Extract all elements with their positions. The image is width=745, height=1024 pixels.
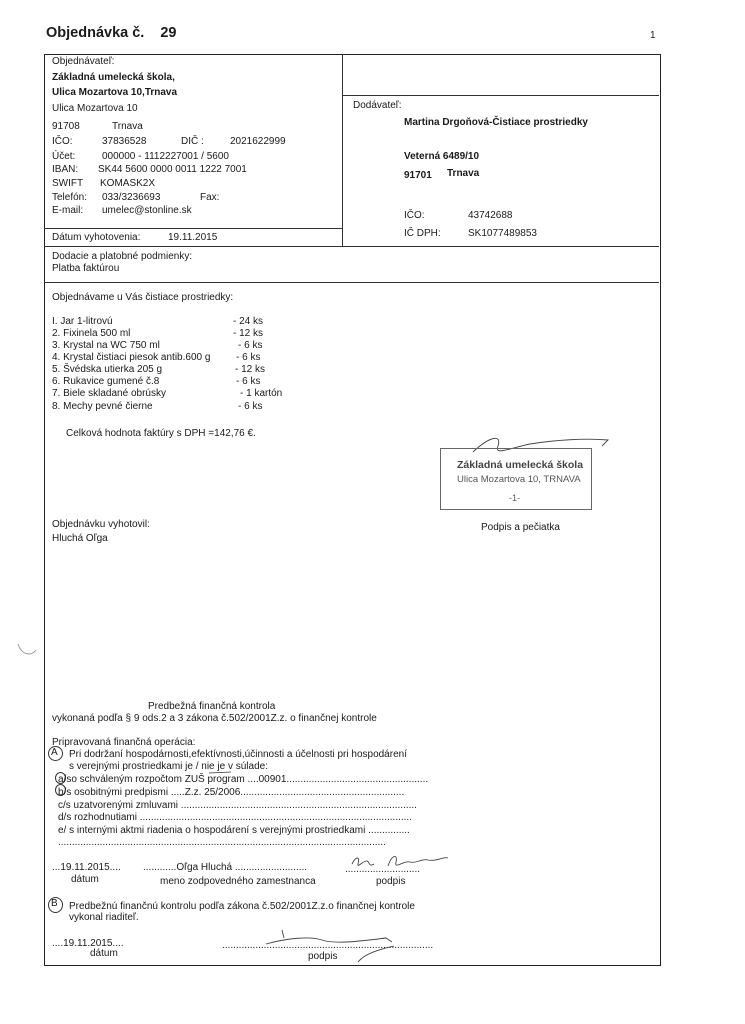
supplier-name: Martina Drgoňová-Čistiace prostriedky: [404, 117, 588, 128]
orderer-ico-label: IČO:: [52, 136, 73, 147]
option-b-line2: vykonal riaditeľ.: [69, 912, 139, 923]
order-total: Celková hodnota faktúry s DPH =142,76 €.: [66, 428, 256, 439]
option-b-letter: B: [51, 898, 58, 909]
divider-supplier-top: [342, 95, 659, 96]
order-intro: Objednávame u Vás čistiace prostriedky:: [52, 292, 234, 303]
label-podpis-b: podpis: [308, 951, 338, 962]
item-qty: - 12 ks: [235, 364, 266, 375]
label-podpis: podpis: [376, 876, 406, 887]
item-qty: - 6 ks: [238, 340, 263, 351]
label-datum: dátum: [71, 874, 99, 885]
item-qty: - 6 ks: [238, 401, 263, 412]
orderer-zip: 91708: [52, 121, 80, 132]
control-subtitle: vykonaná podľa § 9 ods.2 a 3 zákona č.502/2001Z.z. o finančnej kontrole: [52, 713, 377, 724]
issuer-label: Objednávku vyhotovil:: [52, 519, 150, 530]
orderer-phone: 033/3236693: [102, 192, 161, 203]
option-b-date: ....19.11.2015....: [52, 938, 124, 949]
orderer-ico: 37836528: [102, 136, 147, 147]
item-name: I. Jar 1-litrovú: [52, 316, 113, 327]
item-name: 7. Biele skladané obrúsky: [52, 388, 166, 399]
punch-hole-mark: [16, 640, 38, 660]
title-text: Objednávka č.: [46, 25, 145, 41]
item-qty: - 1 kartón: [240, 388, 283, 399]
orderer-dic-label: DIČ :: [181, 136, 204, 147]
orderer-name-line1: Základná umelecká škola,: [52, 72, 175, 83]
orderer-fax-label: Fax:: [200, 192, 220, 203]
supplier-ico: 43742688: [468, 210, 513, 221]
supplier-ico-label: IČO:: [404, 210, 425, 221]
item-name: 2. Fixinela 500 ml: [52, 328, 131, 339]
school-stamp: [440, 448, 592, 510]
orderer-account: 000000 - 1112227001 / 5600: [102, 151, 229, 162]
terms-value: Platba faktúrou: [52, 263, 120, 274]
column-divider: [342, 54, 343, 246]
page-number: 1: [650, 30, 656, 41]
orderer-iban-label: IBAN:: [52, 164, 79, 175]
check-item: d/s rozhodnutiami ..................................................................................................: [58, 812, 412, 823]
orderer-phone-label: Telefón:: [52, 192, 88, 203]
supplier-street: Veterná 6489/10: [404, 151, 480, 162]
supplier-icdph-label: IČ DPH:: [404, 228, 441, 239]
option-b-line1: Predbežnú finančnú kontrolu podľa zákona č.502/2001Z.z.o finančnej kontrole: [69, 901, 415, 912]
orderer-email: umelec@stonline.sk: [102, 205, 192, 216]
label-datum-b: dátum: [90, 948, 118, 959]
divider-header-bottom: [44, 246, 659, 247]
control-prep: Pripravovaná finančná operácia:: [52, 737, 196, 748]
document-title: [46, 25, 177, 42]
orderer-iban: SK44 5600 0000 0011 1222 7001: [98, 164, 247, 175]
item-qty: - 6 ks: [236, 376, 261, 387]
item-name: 4. Krystal čistiaci piesok antib.600 g: [52, 352, 211, 363]
control-title: Predbežná finančná kontrola: [148, 701, 276, 712]
orderer-dic: 2021622999: [230, 136, 286, 147]
supplier-label: Dodávateľ:: [353, 100, 402, 111]
option-a-date: ...19.11.2015....: [52, 862, 121, 873]
terms-label: Dodacie a platobné podmienky:: [52, 251, 193, 262]
check-item: e/ s internými aktmi riadenia o hospodárení s verejnými prostriedkami ...............: [58, 825, 410, 836]
orderer-swift: KOMASK2X: [100, 178, 156, 189]
orderer-name-line2: Ulica Mozartova 10,Trnava: [52, 87, 178, 98]
issuer-name: Hluchá Oľga: [52, 533, 108, 544]
check-item: c/s uzatvorenými zmluvami .....................................................................................: [58, 800, 417, 811]
divider-terms-bottom: [44, 282, 659, 283]
supplier-icdph: SK1077489853: [468, 228, 537, 239]
check-item: b/s osobitnými predpismi .....Z.z. 25/2006...........................................................: [58, 787, 405, 798]
order-number: 29: [160, 25, 177, 41]
check-item: a/so schváleným rozpočtom ZUŠ program ....00901...................................................: [58, 774, 429, 785]
stamp-line3: -1-: [509, 493, 520, 503]
option-b-signature-dots: ............................................................................: [222, 940, 434, 951]
item-qty: - 12 ks: [233, 328, 264, 339]
item-qty: - 24 ks: [233, 316, 264, 327]
issue-date-label: Dátum vyhotovenia:: [52, 232, 141, 243]
orderer-email-label: E-mail:: [52, 205, 84, 216]
stamp-line2: Ulica Mozartova 10, TRNAVA: [457, 474, 581, 485]
label-meno: meno zodpovedného zamestnanca: [160, 876, 316, 887]
orderer-label: Objednávateľ:: [52, 56, 115, 67]
sign-stamp-label: Podpis a pečiatka: [481, 522, 560, 533]
item-name: 5. Švédska utierka 205 g: [52, 364, 163, 375]
item-name: 8. Mechy pevné čierne: [52, 401, 153, 412]
issue-date: 19.11.2015: [168, 232, 218, 243]
orderer-city: Trnava: [112, 121, 143, 132]
orderer-account-label: Účet:: [52, 151, 76, 162]
signature-hluchá: [348, 852, 452, 872]
option-a-line1: Pri dodržaní hospodárnosti,efektívnosti,účinnosti a účelnosti pri hospodárení: [69, 749, 407, 760]
option-a-name: ............Oľga Hluchá ..........................: [143, 862, 308, 873]
supplier-zip: 91701: [404, 170, 432, 181]
orderer-street: Ulica Mozartova 10: [52, 103, 138, 114]
orderer-swift-label: SWIFT: [52, 178, 84, 189]
check-dots: ......................................................................................................................: [58, 837, 386, 848]
supplier-city: Trnava: [447, 168, 480, 179]
option-a-line2: s verejnými prostriedkami je / nie je v súlade:: [69, 761, 268, 772]
divider-date: [44, 228, 342, 229]
stamp-line1: Základná umelecká škola: [457, 459, 584, 471]
option-a-signature-dots: ...........................: [345, 864, 421, 875]
item-name: 3. Krystal na WC 750 ml: [52, 340, 160, 351]
option-a-letter: A: [51, 747, 58, 758]
item-qty: - 6 ks: [236, 352, 261, 363]
item-name: 6. Rukavice gumené č.8: [52, 376, 160, 387]
